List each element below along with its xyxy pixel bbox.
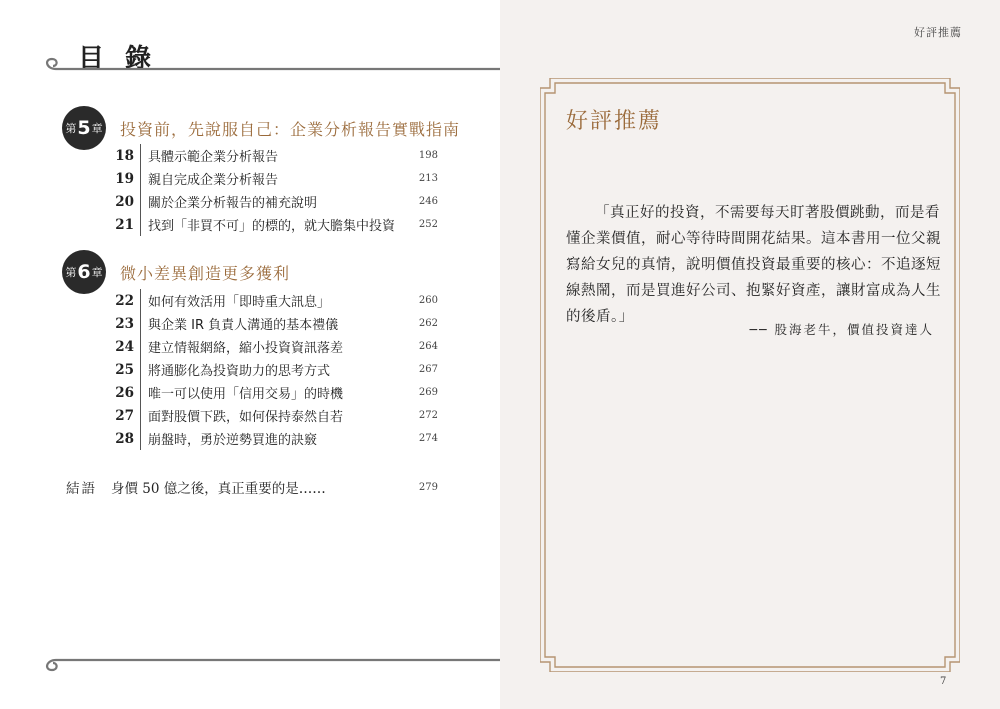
toc-entry-24[interactable] xyxy=(108,335,438,358)
chapter-6-header[interactable] xyxy=(62,250,290,294)
toc-entry-number: 23 xyxy=(115,315,134,332)
toc-entry-26[interactable] xyxy=(108,381,438,404)
toc-entry-text: 與企業 IR 負責人溝通的基本禮儀 xyxy=(148,318,339,333)
toc-entry-page: 269 xyxy=(418,387,438,398)
conclusion-label: 結語 xyxy=(66,481,97,497)
toc-entry-22[interactable] xyxy=(108,289,438,312)
top-ornament-rule xyxy=(40,55,500,79)
toc-entry-page: 264 xyxy=(418,341,438,352)
toc-entry-number: 22 xyxy=(115,292,134,309)
chapter-6-list xyxy=(108,289,438,450)
running-head: 好評推薦 xyxy=(914,26,962,39)
toc-entry-text: 關於企業分析報告的補充說明 xyxy=(148,196,318,211)
toc-entry-page: 246 xyxy=(418,196,438,207)
toc-entry-number: 26 xyxy=(115,384,134,401)
toc-entry-number: 21 xyxy=(115,216,134,233)
toc-entry-27[interactable] xyxy=(108,404,438,427)
toc-entry-text: 唯一可以使用「信用交易」的時機 xyxy=(148,387,344,402)
chapter-6-title: 微小差異創造更多獲利 xyxy=(120,263,291,283)
bottom-ornament-rule xyxy=(40,650,500,674)
toc-entry-text: 具體示範企業分析報告 xyxy=(148,150,279,165)
decorative-frame xyxy=(540,78,960,672)
toc-entry-18[interactable] xyxy=(108,144,438,167)
toc-entry-page: 213 xyxy=(418,173,438,184)
toc-entry-text: 如何有效活用「即時重大訊息」 xyxy=(148,295,331,310)
toc-entry-number: 27 xyxy=(115,407,134,424)
toc-entry-page: 274 xyxy=(418,433,438,444)
toc-entry-page: 272 xyxy=(418,410,438,421)
chapter-5-badge: 第 5 章 xyxy=(62,106,106,150)
toc-entry-19[interactable] xyxy=(108,167,438,190)
toc-entry-number: 18 xyxy=(115,147,134,164)
toc-entry-20[interactable] xyxy=(108,190,438,213)
chapter-5-list xyxy=(108,144,438,236)
toc-entry-page: 252 xyxy=(418,219,438,230)
toc-entry-21[interactable] xyxy=(108,213,438,236)
toc-entry-number: 25 xyxy=(115,361,134,378)
conclusion-text: 身價 50 億之後，真正重要的是…… xyxy=(111,481,326,497)
recommendation-title: 好評推薦 xyxy=(566,109,663,134)
chapter-5-title: 投資前，先說服自己：企業分析報告實戰指南 xyxy=(120,119,461,139)
toc-entry-page: 262 xyxy=(418,318,438,329)
toc-conclusion[interactable] xyxy=(66,477,438,497)
toc-entry-page: 260 xyxy=(418,295,438,306)
page-number: 7 xyxy=(940,676,947,687)
toc-entry-text: 面對股價下跌，如何保持泰然自若 xyxy=(148,410,344,425)
recommendation-quote: 「真正好的投資，不需要每天盯著股價跳動，而是看懂企業價值，耐心等待時間開花結果。這本書用一位父親寫給女兒的真情，說明價值投資最重要的核心：不追逐短線熱鬧，而是買進好公司、抱緊好資產，讓財富成為人生的後盾。」 xyxy=(566,205,941,325)
toc-entry-text: 找到「非買不可」的標的，就大膽集中投資 xyxy=(148,219,396,234)
toc-entry-25[interactable] xyxy=(108,358,438,381)
toc-entry-number: 28 xyxy=(115,430,134,447)
toc-entry-text: 親自完成企業分析報告 xyxy=(148,173,279,188)
conclusion-page: 279 xyxy=(418,481,438,493)
toc-entry-number: 19 xyxy=(115,170,134,187)
toc-entry-page: 267 xyxy=(418,364,438,375)
toc-entry-28[interactable] xyxy=(108,427,438,450)
toc-title: 目 錄 xyxy=(78,44,158,74)
toc-entry-text: 將通膨化為投資助力的思考方式 xyxy=(148,364,331,379)
toc-entry-number: 24 xyxy=(115,338,134,355)
toc-entry-text: 崩盤時，勇於逆勢買進的訣竅 xyxy=(148,433,318,448)
chapter-6-badge: 第 6 章 xyxy=(62,250,106,294)
recommendation-attribution: ── 股海老牛，價值投資達人 xyxy=(749,322,934,337)
toc-entry-text: 建立情報網絡，縮小投資資訊落差 xyxy=(148,341,344,356)
toc-entry-23[interactable] xyxy=(108,312,438,335)
toc-entry-page: 198 xyxy=(418,150,438,161)
toc-entry-number: 20 xyxy=(115,193,134,210)
